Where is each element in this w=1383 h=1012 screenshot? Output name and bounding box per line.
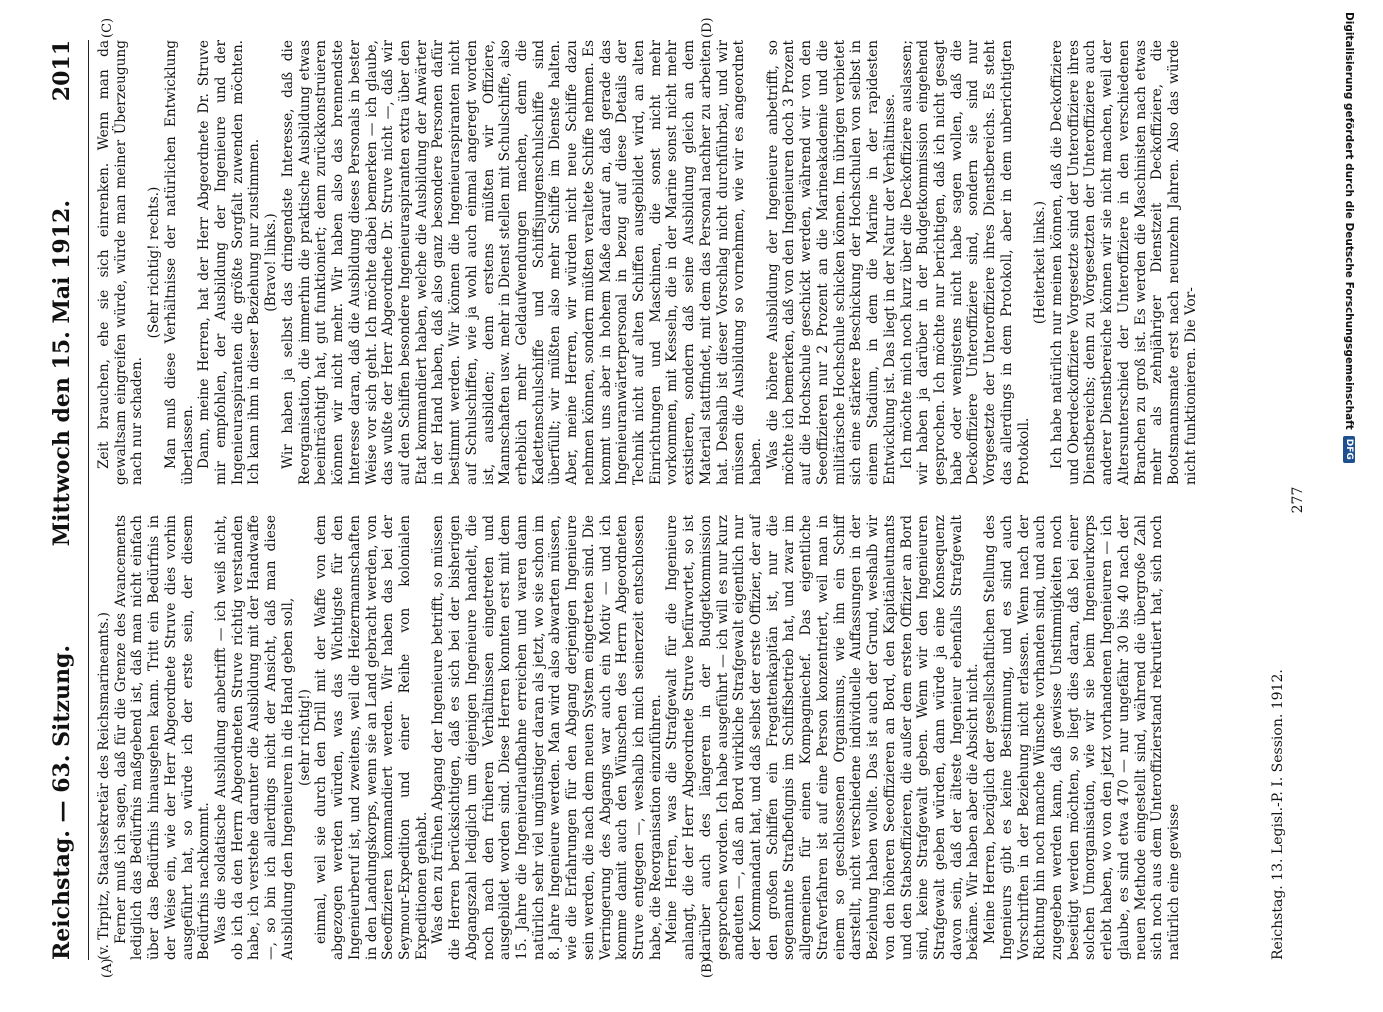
paragraph: Zeit brauchen, ehe sie sich einrenken. Wenn man da gewaltsam eingreifen würde, würde man meiner Überzeugung nach nur schaden. <box>96 40 146 485</box>
margin-marker-a: (A) <box>100 958 115 978</box>
dfg-logo-icon: DFG <box>1343 436 1355 463</box>
header-page-number: 2011 <box>49 40 75 102</box>
page-footer <box>1270 40 1286 960</box>
paragraph: Wir haben ja selbst das dringendste Interesse, daß die Reorganisation, die immerhin die praktische Ausbildung etwas beeinträchtigt hat, gut funktioniert; denn zurückkonstruieren können wir nicht mehr. Wir haben also das brennendste Interesse daran, daß die Ausbildung dieses Personals in bester Weise vor sich geht. Ich möchte dabei bemerken — ich glaube, das wußte der Herr Abgeordnete Dr. Struve nicht —, daß wir auf den Schiffen besondere Ingenieuraspiranten extra über den Etat kommandiert haben, welche die Ausbildung der Anwärter in der Hand haben, daß also ganz besondere Personen dafür bestimmt werden. Wir können die Ingenieuraspiranten nicht auf Schulschiffen, wie ja wohl auch einmal angeregt worden ist, ausbilden; denn erstens müßten wir Offiziere, Mannschaften usw. mehr in Dienst stellen mit Schulschiffe, also erheblich mehr Geldaufwendungen machen, denn die Kadettenschulschiffe und Schiffsjungenschulschiffe sind überfüllt; wir müßten also mehr Schiffe im Dienste halten. Aber, meine Herren, wir würden nicht neue Schiffe dazu nehmen können, sondern müßten veraltete Schiffe nehmen. Es kommt uns aber in hohem Maße darauf an, daß gerade das Ingenieuranwärterpersonal in bezug auf diese Details der Technik nicht auf alten Schiffen ausgebildet wird, an alten Einrichtungen und Maschinen, die sonst nicht mehr vorkommen, mit Kesseln, die in der Marine sonst nicht mehr existieren, sondern daß seine Ausbildung gleich an dem Material stattfindet, mit dem das Personal nachher zu arbeiten hat. Deshalb ist dieser Vorschlag nicht durchführbar, und wir müssen die Ausbildung so vornehmen, wie wir es angeordnet haben. <box>279 40 765 485</box>
page-header <box>42 40 82 960</box>
paragraph: Was den zu frühen Abgang der Ingenieure betrifft, so müssen die Herren berücksichtigen, daß es sich bei der bisherigen Abgangszahl lediglich um diejenigen Ingenieure handelt, die noch nach den früheren Verhältnissen eingetreten und ausgebildet worden sind. Diese Herren konnten erst mit dem 15. Jahre die Ingenieurlaufbahne erreichen und waren dann natürlich sehr viel ungünstiger daran als jetzt, wo sie schon im 8. Jahre Ingenieure werden. Man wird also abwarten müssen, wie die Erfahrungen für den Abgang derjenigen Ingenieure sein werden, die nach dem neuen System eingetreten sind. Die Verringerung des Abgangs war auch ein Motiv — und ich komme damit auch den Wünschen des Herrn Abgeordneten Struve entgegen —, weshalb ich mich seinerzeit entschlossen habe, die Reorganisation einzuführen. <box>430 515 664 960</box>
header-date: Mittwoch den 15. Mai 1912. <box>49 200 75 547</box>
paragraph: Ferner muß ich sagen, daß für die Grenze des Avancements lediglich das Bedürfnis maßgebend ist, daß man nicht einfach über das Bedürfnis hinausgehen kann. Tritt ein Bedürfnis in der Weise ein, wie der Herr Abgeordnete Struve dies vorhin ausgeführt hat, so würde ich der erste sein, der diesem Bedürfnis nachkommt. <box>112 515 213 960</box>
paragraph: einmal, weil sie durch den Drill mit der Waffe von dem abgezogen werden würden, was das Wichtigste für den Ingenieurberuf ist, und zweitens, weil die Heizermannschaften in den Landungskorps, wenn sie an Land gebracht werden, von Seeoffizieren kommandiert werden. Wir haben das bei der Seymour-Expedition und einer Reihe von kolonialen Expeditionen gehabt. <box>313 515 430 960</box>
paragraph: Was die soldatische Ausbildung anbetrifft — ich weiß nicht, ob ich da den Herrn Abgeordneten Struve richtig verstanden habe, ich verstehe darunter die Ausbildung mit der Handwaffe —, so bin ich allerdings nicht der Ansicht, daß man diese Ausbildung den Ingenieuren in die Hand geben soll, <box>213 515 296 960</box>
margin-marker-b: (B) <box>700 958 715 978</box>
paragraph: Ich habe natürlich nur meinen können, daß die Deckoffiziere und Oberdeckoffiziere Vorgesetzte sind der Unteroffiziere ihres Dienstbereichs; denn zu Vorgesetzten der Unteroffiziere auch anderer Dienstbereiche können wir sie nicht machen, weil der Altersunterschied der Unteroffiziere in den verschiedenen Branchen zu groß ist. Es werden die Maschinisten nach etwas mehr als zehnjähriger Dienstzeit Deckoffiziere, die Bootsmannsmate erst nach neunzehn Jahren. Also das würde nicht funktionieren. Die Vor- <box>1048 40 1199 485</box>
paragraph: Ich möchte mich noch kurz über die Deckoffiziere auslassen; wir haben ja darüber in der Budgetkommission eingehend gesprochen. Ich möchte nur berichtigen, daß ich nicht gesagt habe oder wenigstens nicht habe sagen wollen, daß die Deckoffiziere Unteroffiziere sind, sondern sie sind nur Vorgesetzte der Unteroffiziere ihres Dienstbereichs. Es steht das allerdings in dem Protokoll, aber in dem unberichtigten Protokoll. <box>898 40 1032 485</box>
paragraph: Was die höhere Ausbildung der Ingenieure anbetrifft, so möchte ich bemerken, daß von den Ingenieuren doch 3 Prozent auf die Hochschule geschickt werden, während wir von den Seeoffizieren nur 2 Prozent an die Marineakademie und die militärische Hochschule schicken können. Im übrigen verbietet sich eine stärkere Beschickung der Hochschulen von selbst in einem Stadium, in dem die Marine in der rapidesten Entwicklung ist. Das liegt in der Natur der Verhältnisse. <box>764 40 898 485</box>
left-column <box>96 515 1183 960</box>
paragraph: Meine Herren, bezüglich der gesellschaftlichen Stellung des Ingenieurs gibt es keine Bestimmung, und es sind auch Vorschriften in der Beziehung nicht erlassen. Wenn nach der Richtung hin noch manche Wünsche vorhanden sind, und auch zugegeben werden kann, daß gewisse Unstimmigkeiten noch beseitigt werden möchten, so liegt dies daran, daß bei einer solchen Umorganisation, wie wir sie beim Ingenieurkorps erlebt haben, wo von den jetzt vorhandenen Ingenieuren — ich glaube, es sind etwa 470 — nur ungefähr 30 bis 40 nach der neuen Methode eingestellt sind, während die übergroße Zahl sich noch aus dem Unteroffizierstand rekrutiert hat, sich noch natürlich eine gewisse <box>982 515 1182 960</box>
margin-marker-c: (C) <box>100 17 115 38</box>
digitization-credit <box>1338 12 1360 1012</box>
footer-citation: Reichstag. 13. Legisl.-P. I. Session. 1912. <box>1270 669 1286 960</box>
interjection: (Sehr richtig! rechts.) <box>146 186 163 339</box>
right-column <box>96 40 1199 485</box>
credit-text: Digitalisierung gefördert durch die Deutsche Forschungsgemeinschaft <box>1343 12 1355 430</box>
paragraph: Meine Herren, was die Strafgewalt für die Ingenieure anlangt, die der Herr Abgeordnete Struve befürwortet, so ist darüber auch des längeren in der Budgetkommission gesprochen worden. Ich habe ausgeführt — ich will es nur kurz andeuten —, daß an Bord wirkliche Strafgewalt eigentlich nur der Kommandant hat, und daß selbst der erste Offizier, der auf den großen Schiffen ein Fregattenkapitän ist, nur die sogenannte Strafbefugnis im Schiffsbetrieb hat, und zwar im allgemeinen für einen Kompagniechef. Das eigentliche Strafverfahren ist auf eine Person konzentriert, weil man in einem so geschlossenen Organismus, wie ihn ein Schiff darstellt, nicht verschiedene individuelle Auffassungen in der Beziehung haben wollte. Das ist auch der Grund, weshalb wir von den höheren Seeoffizieren an Bord, den Kapitänleutnants und den Stabsoffizieren, die außer dem ersten Offizier an Bord sind, keine Strafgewalt geben. Wenn wir den Ingenieuren Strafgewalt geben würden, dann würde ja eine Konsequenz davon sein, daß der älteste Ingenieur ebenfalls Strafgewalt bekäme. Wir haben aber die Absicht nicht. <box>664 515 982 960</box>
interjection: (Bravo! links.) <box>263 213 280 312</box>
speaker-line: (v. Tirpitz, Staatssekretär des Reichsmarineamts.) <box>96 612 112 960</box>
margin-marker-d: (D) <box>700 17 715 38</box>
paragraph: Man muß diese Verhältnisse der natürlichen Entwicklung überlassen. <box>162 40 196 485</box>
interjection: (Heiterkeit links.) <box>1032 200 1049 325</box>
paragraph: Dann, meine Herren, hat der Herr Abgeordnete Dr. Struve mir empfohlen, der Ausbildung der Ingenieure und der Ingenieuraspiranten die größte Sorgfalt zuwenden möchten. Ich kann ihm in dieser Beziehung nur zustimmen. <box>196 40 263 485</box>
footer-page-number: 277 <box>1290 486 1306 514</box>
interjection: (sehr richtig!) <box>296 688 313 787</box>
header-left: Reichstag. — 63. Sitzung. <box>49 644 75 960</box>
header-rule <box>88 40 89 960</box>
